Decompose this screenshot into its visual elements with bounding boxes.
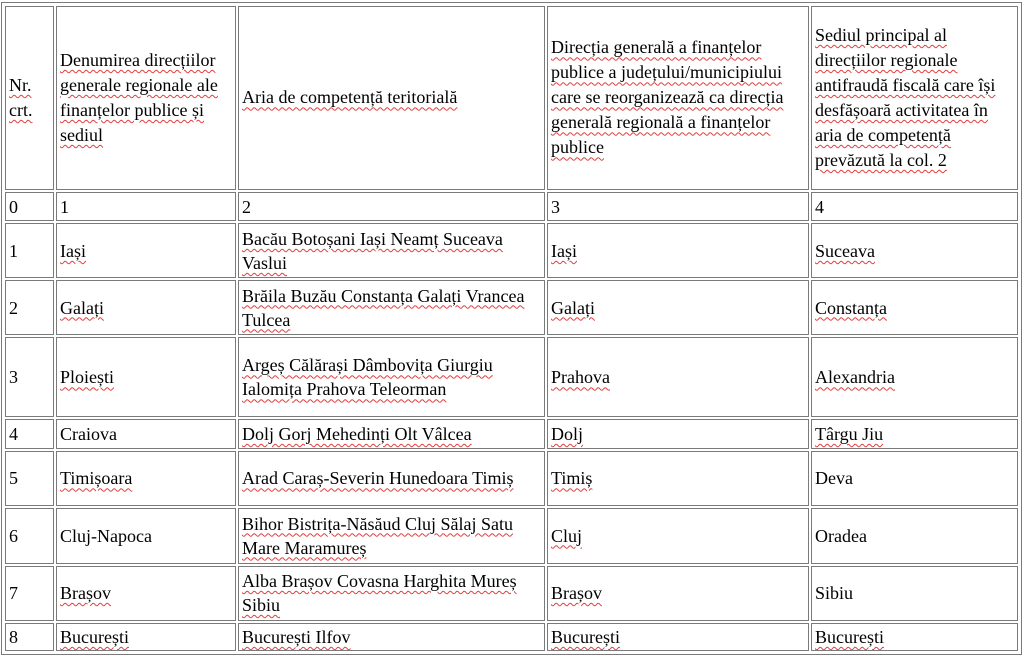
row-area: Brăila Buzău Constanța Galați Vrancea Tulcea (238, 280, 545, 335)
row-nr: 7 (5, 566, 54, 621)
column-number: 0 (5, 192, 54, 221)
row-name: Timișoara (56, 451, 236, 506)
header-area: Aria de competență teritorială (238, 6, 545, 190)
table-row (5, 508, 1018, 564)
table-row (5, 566, 1018, 621)
row-area: Alba Brașov Covasna Harghita Mureș Sibiu (238, 566, 545, 621)
row-name: Brașov (56, 566, 236, 621)
table-row (5, 419, 1018, 448)
row-name: Iași (56, 223, 236, 278)
row-area: Argeș Călărași Dâmbovița Giurgiu Ialomița Prahova Teleorman (238, 337, 545, 417)
row-dgfp: Brașov (547, 566, 809, 621)
header-name: Denumirea direcțiilor generale regionale ale finanțelor publice și sediul (56, 6, 236, 190)
row-seat: Târgu Jiu (811, 419, 1018, 448)
regional-directorates-table (3, 4, 1020, 653)
row-seat: Oradea (811, 508, 1018, 564)
row-seat: Sibiu (811, 566, 1018, 621)
table-row (5, 337, 1018, 417)
column-number: 4 (811, 192, 1018, 221)
column-number: 1 (56, 192, 236, 221)
table-row (5, 623, 1018, 651)
row-area: Bacău Botoșani Iași Neamț Suceava Vaslui (238, 223, 545, 278)
row-nr: 1 (5, 223, 54, 278)
row-dgfp: București (547, 623, 809, 651)
row-nr: 5 (5, 451, 54, 506)
row-seat: București (811, 623, 1018, 651)
header-row (5, 6, 1018, 190)
row-dgfp: Prahova (547, 337, 809, 417)
row-nr: 3 (5, 337, 54, 417)
header-seat: Sediul principal al direcțiilor regionale antifraudă fiscală care își desfășoară activitatea în aria de competență prevăzută la col. 2 (811, 6, 1018, 190)
row-dgfp: Dolj (547, 419, 809, 448)
row-area: Bihor Bistrița-Năsăud Cluj Sălaj Satu Mare Maramureș (238, 508, 545, 564)
row-name: Galați (56, 280, 236, 335)
table-frame (1, 2, 1022, 655)
table-row (5, 223, 1018, 278)
row-nr: 8 (5, 623, 54, 651)
row-area: București Ilfov (238, 623, 545, 651)
row-name: București (56, 623, 236, 651)
row-dgfp: Galați (547, 280, 809, 335)
row-dgfp: Cluj (547, 508, 809, 564)
table-row (5, 451, 1018, 506)
row-name: Cluj-Napoca (56, 508, 236, 564)
row-nr: 6 (5, 508, 54, 564)
row-area: Arad Caraș-Severin Hunedoara Timiș (238, 451, 545, 506)
table-row (5, 280, 1018, 335)
row-seat: Deva (811, 451, 1018, 506)
row-seat: Constanța (811, 280, 1018, 335)
row-nr: 2 (5, 280, 54, 335)
row-area: Dolj Gorj Mehedinți Olt Vâlcea (238, 419, 545, 448)
column-number-row (5, 192, 1018, 221)
column-number: 2 (238, 192, 545, 221)
row-nr: 4 (5, 419, 54, 448)
row-dgfp: Timiș (547, 451, 809, 506)
column-number: 3 (547, 192, 809, 221)
row-name: Ploiești (56, 337, 236, 417)
header-dgfp: Direcția generală a finanțelor publice a județului/municipiului care se reorganizează ca direcția generală regională a finanțelor publice (547, 6, 809, 190)
row-seat: Alexandria (811, 337, 1018, 417)
header-nr: Nr. crt. (5, 6, 54, 190)
row-name: Craiova (56, 419, 236, 448)
row-dgfp: Iași (547, 223, 809, 278)
row-seat: Suceava (811, 223, 1018, 278)
